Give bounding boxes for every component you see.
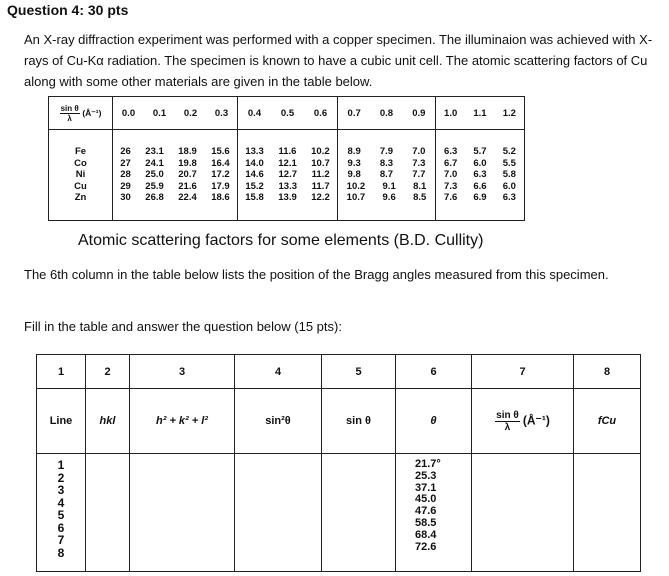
sf-value: 9.3 (347, 157, 361, 169)
sf-value: 26 (120, 146, 131, 158)
header-sin2theta: sin²θ (235, 389, 322, 454)
sf-value: 6.0 (502, 180, 516, 192)
fill-instruction: Fill in the table and answer the question below (15 pts): (24, 319, 342, 334)
ratio-num: sin θ (496, 409, 519, 421)
h2k2l2-answer-cell[interactable] (130, 454, 235, 572)
sf-value: 20.7 (178, 169, 197, 181)
sf-value: 10.7 (346, 192, 366, 204)
theta-value: 58.5 (415, 516, 437, 529)
sf-value: 7.0 (412, 146, 426, 158)
sf-value: 7.6 (444, 192, 458, 204)
sf-value: 19.8 (178, 157, 197, 169)
sf-value: 13.3 (278, 180, 297, 192)
sf-header-label (49, 97, 113, 130)
sf-value: 16.4 (211, 157, 230, 169)
header-hkl: hkl (86, 389, 130, 454)
sf-elements-cell (49, 130, 113, 221)
sf-header-val: 0.7 (347, 107, 361, 119)
sintheta-answer-cell[interactable] (322, 454, 396, 572)
sf-value: 23.1 (145, 146, 164, 158)
line-number: 6 (57, 520, 65, 535)
answer-data-row (37, 454, 641, 572)
column-number: 6 (396, 355, 472, 389)
line-number: 5 (57, 508, 65, 522)
sf-value: 13.9 (278, 192, 297, 204)
sf-label-num: sin θ (60, 103, 79, 113)
sf-value: 9.6 (382, 192, 396, 204)
sf-value: 5.5 (502, 157, 516, 169)
sf-value: 18.9 (178, 146, 197, 158)
sf-header-group-2 (238, 97, 338, 130)
sf-label-unit: (Å⁻¹) (82, 107, 102, 118)
sf-value: 7.3 (412, 157, 426, 169)
sf-value: 18.6 (211, 192, 230, 204)
sf-value: 8.7 (379, 169, 394, 181)
sf-header-val: 0.5 (280, 107, 295, 119)
question-title: Question 4: 30 pts (7, 2, 129, 18)
sf-value: 6.3 (473, 169, 487, 181)
sf-value: 6.7 (444, 157, 458, 169)
theta-value: 25.3 (415, 469, 437, 482)
sf-value: 10.2 (311, 146, 330, 158)
sf-element: Co (74, 157, 87, 169)
theta-value: 45.0 (415, 493, 437, 506)
header-sintheta-over-lambda (472, 389, 574, 454)
column-number: 4 (235, 355, 322, 389)
sf-header-val: 0.4 (247, 107, 262, 119)
question-intro: An X-ray diffraction experiment was performed with a copper specimen. The illuminaion was achieved with X-rays of Cu-Kα radiation. The specimen is known to have a cubic unit cell. The atomic scattering factors of Cu along with some other materials are given in the table below. (24, 32, 653, 89)
sf-value: 29 (120, 180, 131, 192)
sf-header-val: 0.0 (121, 107, 136, 119)
sf-value: 10.7 (311, 157, 330, 169)
sf-value: 11.6 (278, 146, 297, 158)
sf-value: 15.8 (245, 192, 264, 204)
sin2theta-answer-cell[interactable] (235, 454, 322, 572)
column-number: 7 (472, 355, 574, 389)
sf-value: 24.1 (145, 157, 164, 169)
sf-group-3-cell (338, 130, 436, 221)
sf-value: 8.1 (413, 180, 427, 192)
sf-value: 8.3 (379, 157, 394, 169)
theta-value: 47.6 (415, 505, 437, 518)
sf-value: 10.2 (346, 180, 366, 192)
sf-value: 8.9 (347, 146, 361, 158)
sf-header-row (49, 97, 525, 130)
table-caption: Atomic scattering factors for some elements (B.D. Cullity) (78, 232, 484, 249)
sf-value: 15.2 (245, 180, 264, 192)
ratio-den: λ (504, 421, 511, 433)
column-number-row (37, 355, 641, 389)
sf-value: 26.8 (145, 192, 164, 204)
sf-body-row (49, 130, 525, 221)
scattering-factor-table (48, 96, 525, 221)
line-number: 8 (57, 545, 65, 560)
line-number: 1 (57, 458, 65, 472)
sf-value: 6.0 (473, 157, 487, 169)
theta-value: 68.4 (415, 528, 437, 541)
line-number: 7 (57, 533, 65, 547)
sf-value: 11.7 (311, 180, 330, 192)
sf-header-group-1 (113, 97, 238, 130)
sf-value: 6.3 (444, 146, 458, 158)
line-number: 2 (57, 470, 65, 485)
sf-value: 14.6 (245, 169, 264, 181)
sf-header-group-4 (436, 97, 525, 130)
sf-value: 8.5 (413, 192, 427, 204)
header-theta: θ (396, 389, 472, 454)
sf-value: 12.1 (278, 157, 297, 169)
sf-value: 7.7 (412, 169, 426, 181)
sf-header-group-3 (338, 97, 436, 130)
theta-values-cell (396, 454, 472, 572)
answer-table (36, 354, 641, 572)
line-number: 3 (57, 483, 65, 497)
sf-value: 7.0 (444, 169, 458, 181)
sf-header-val: 0.6 (313, 107, 328, 119)
theta-value: 21.7° (415, 458, 441, 470)
bragg-angle-paragraph: The 6th column in the table below lists the position of the Bragg angles measured from this specimen. (24, 267, 609, 282)
sf-value: 22.4 (178, 192, 197, 204)
sf-element: Ni (75, 169, 86, 181)
sf-value: 28 (120, 169, 131, 181)
sf-value: 13.3 (245, 146, 264, 158)
sf-header-val: 0.8 (379, 107, 394, 119)
sf-element: Zn (74, 192, 87, 204)
header-h2k2l2: h² + k² + l² (130, 389, 235, 454)
sf-header-val: 1.1 (473, 107, 487, 119)
sf-value: 21.6 (178, 180, 197, 192)
sf-value: 15.6 (211, 146, 230, 158)
sf-value: 6.6 (473, 180, 487, 192)
sf-value: 6.9 (473, 192, 487, 204)
sf-header-val: 0.9 (412, 107, 426, 119)
header-line: Line (37, 389, 86, 454)
hkl-answer-cell[interactable] (86, 454, 130, 572)
sf-header-val: 1.2 (502, 107, 516, 119)
sf-value: 9.1 (382, 180, 396, 192)
sf-header-val: 1.0 (444, 107, 458, 119)
sf-value: 17.2 (211, 169, 230, 181)
sf-value: 30 (120, 192, 131, 204)
sf-value: 7.3 (444, 180, 458, 192)
ratio-unit: (Å⁻¹) (522, 412, 550, 427)
sf-group-1-cell (113, 130, 238, 221)
fcu-answer-cell[interactable] (574, 454, 641, 572)
sf-value: 5.8 (502, 169, 516, 181)
sf-value: 11.2 (311, 169, 330, 181)
theta-value: 72.6 (415, 540, 437, 553)
sf-value: 14.0 (245, 157, 264, 169)
sf-value: 7.9 (379, 146, 394, 158)
column-number: 2 (86, 355, 130, 389)
sf-value: 27 (120, 157, 131, 169)
column-number: 3 (130, 355, 235, 389)
column-number: 5 (322, 355, 396, 389)
sf-value: 12.7 (278, 169, 297, 181)
line-number: 4 (57, 495, 65, 510)
sf-value: 6.3 (502, 192, 516, 204)
sf-group-4-cell (436, 130, 525, 221)
sf-value: 5.7 (473, 146, 487, 158)
header-sintheta: sin θ (322, 389, 396, 454)
sf-value: 17.9 (211, 180, 230, 192)
sf-element: Fe (74, 146, 87, 158)
sf-group-2-cell (238, 130, 338, 221)
sf-header-val: 0.3 (214, 107, 229, 119)
column-header-row (37, 389, 641, 454)
sf-label-den: λ (67, 113, 72, 123)
theta-value: 37.1 (415, 481, 437, 494)
header-fcu: fCu (574, 389, 641, 454)
sf-header-val: 0.2 (183, 107, 198, 119)
column-number: 1 (37, 355, 86, 389)
line-numbers-cell (37, 454, 86, 572)
sf-element: Cu (74, 180, 87, 192)
sf-value: 5.2 (502, 146, 516, 158)
sf-value: 9.8 (347, 169, 361, 181)
sf-value: 25.0 (145, 169, 164, 181)
sf-value: 25.9 (145, 180, 164, 192)
column-number: 8 (574, 355, 641, 389)
ratio-answer-cell[interactable] (472, 454, 574, 572)
sf-value: 12.2 (311, 192, 330, 204)
sf-header-val: 0.1 (152, 107, 167, 119)
